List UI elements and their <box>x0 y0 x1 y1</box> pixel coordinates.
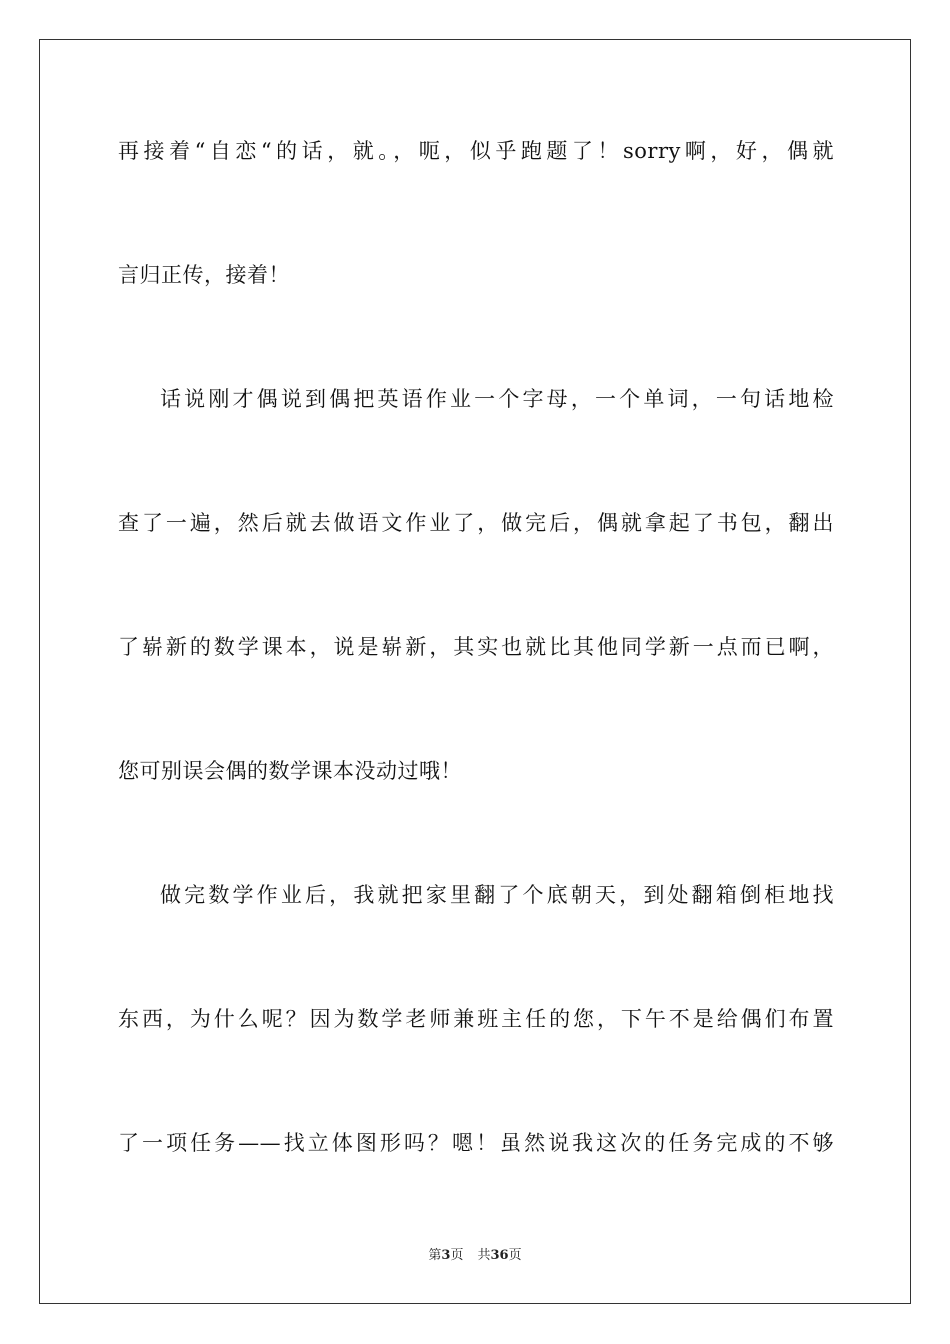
paragraph-first-line: 话说刚才偶说到偶把英语作业一个字母，一个单词，一句话地检 <box>160 387 834 411</box>
footer-current-page: 3 <box>441 1248 451 1263</box>
text-line: 东西，为什么呢？因为数学老师兼班主任的您，下午不是给偶们布置 <box>118 1007 834 1031</box>
page-border <box>39 39 911 1304</box>
text-line: 再接着“自恋“的话，就。，呃，似乎跑题了！sorry啊，好，偶就 <box>118 139 834 163</box>
paragraph-first-line: 做完数学作业后，我就把家里翻了个底朝天，到处翻箱倒柜地找 <box>160 883 834 907</box>
text-line: 查了一遍，然后就去做语文作业了，做完后，偶就拿起了书包，翻出 <box>118 511 834 535</box>
page-footer <box>0 1248 950 1264</box>
footer-total-prefix: 共 <box>477 1248 491 1263</box>
text-line: 言归正传，接着！ <box>118 263 290 287</box>
text-line: 了一项任务——找立体图形吗？嗯！虽然说我这次的任务完成的不够 <box>118 1131 834 1155</box>
footer-page-prefix: 第 <box>428 1248 442 1263</box>
footer-total-pages: 36 <box>490 1248 509 1263</box>
footer-page-suffix: 页 <box>450 1248 464 1263</box>
footer-total-suffix: 页 <box>508 1248 522 1263</box>
text-line: 您可别误会偶的数学课本没动过哦！ <box>118 759 462 783</box>
text-line: 了崭新的数学课本，说是崭新，其实也就比其他同学新一点而已啊， <box>118 635 834 659</box>
